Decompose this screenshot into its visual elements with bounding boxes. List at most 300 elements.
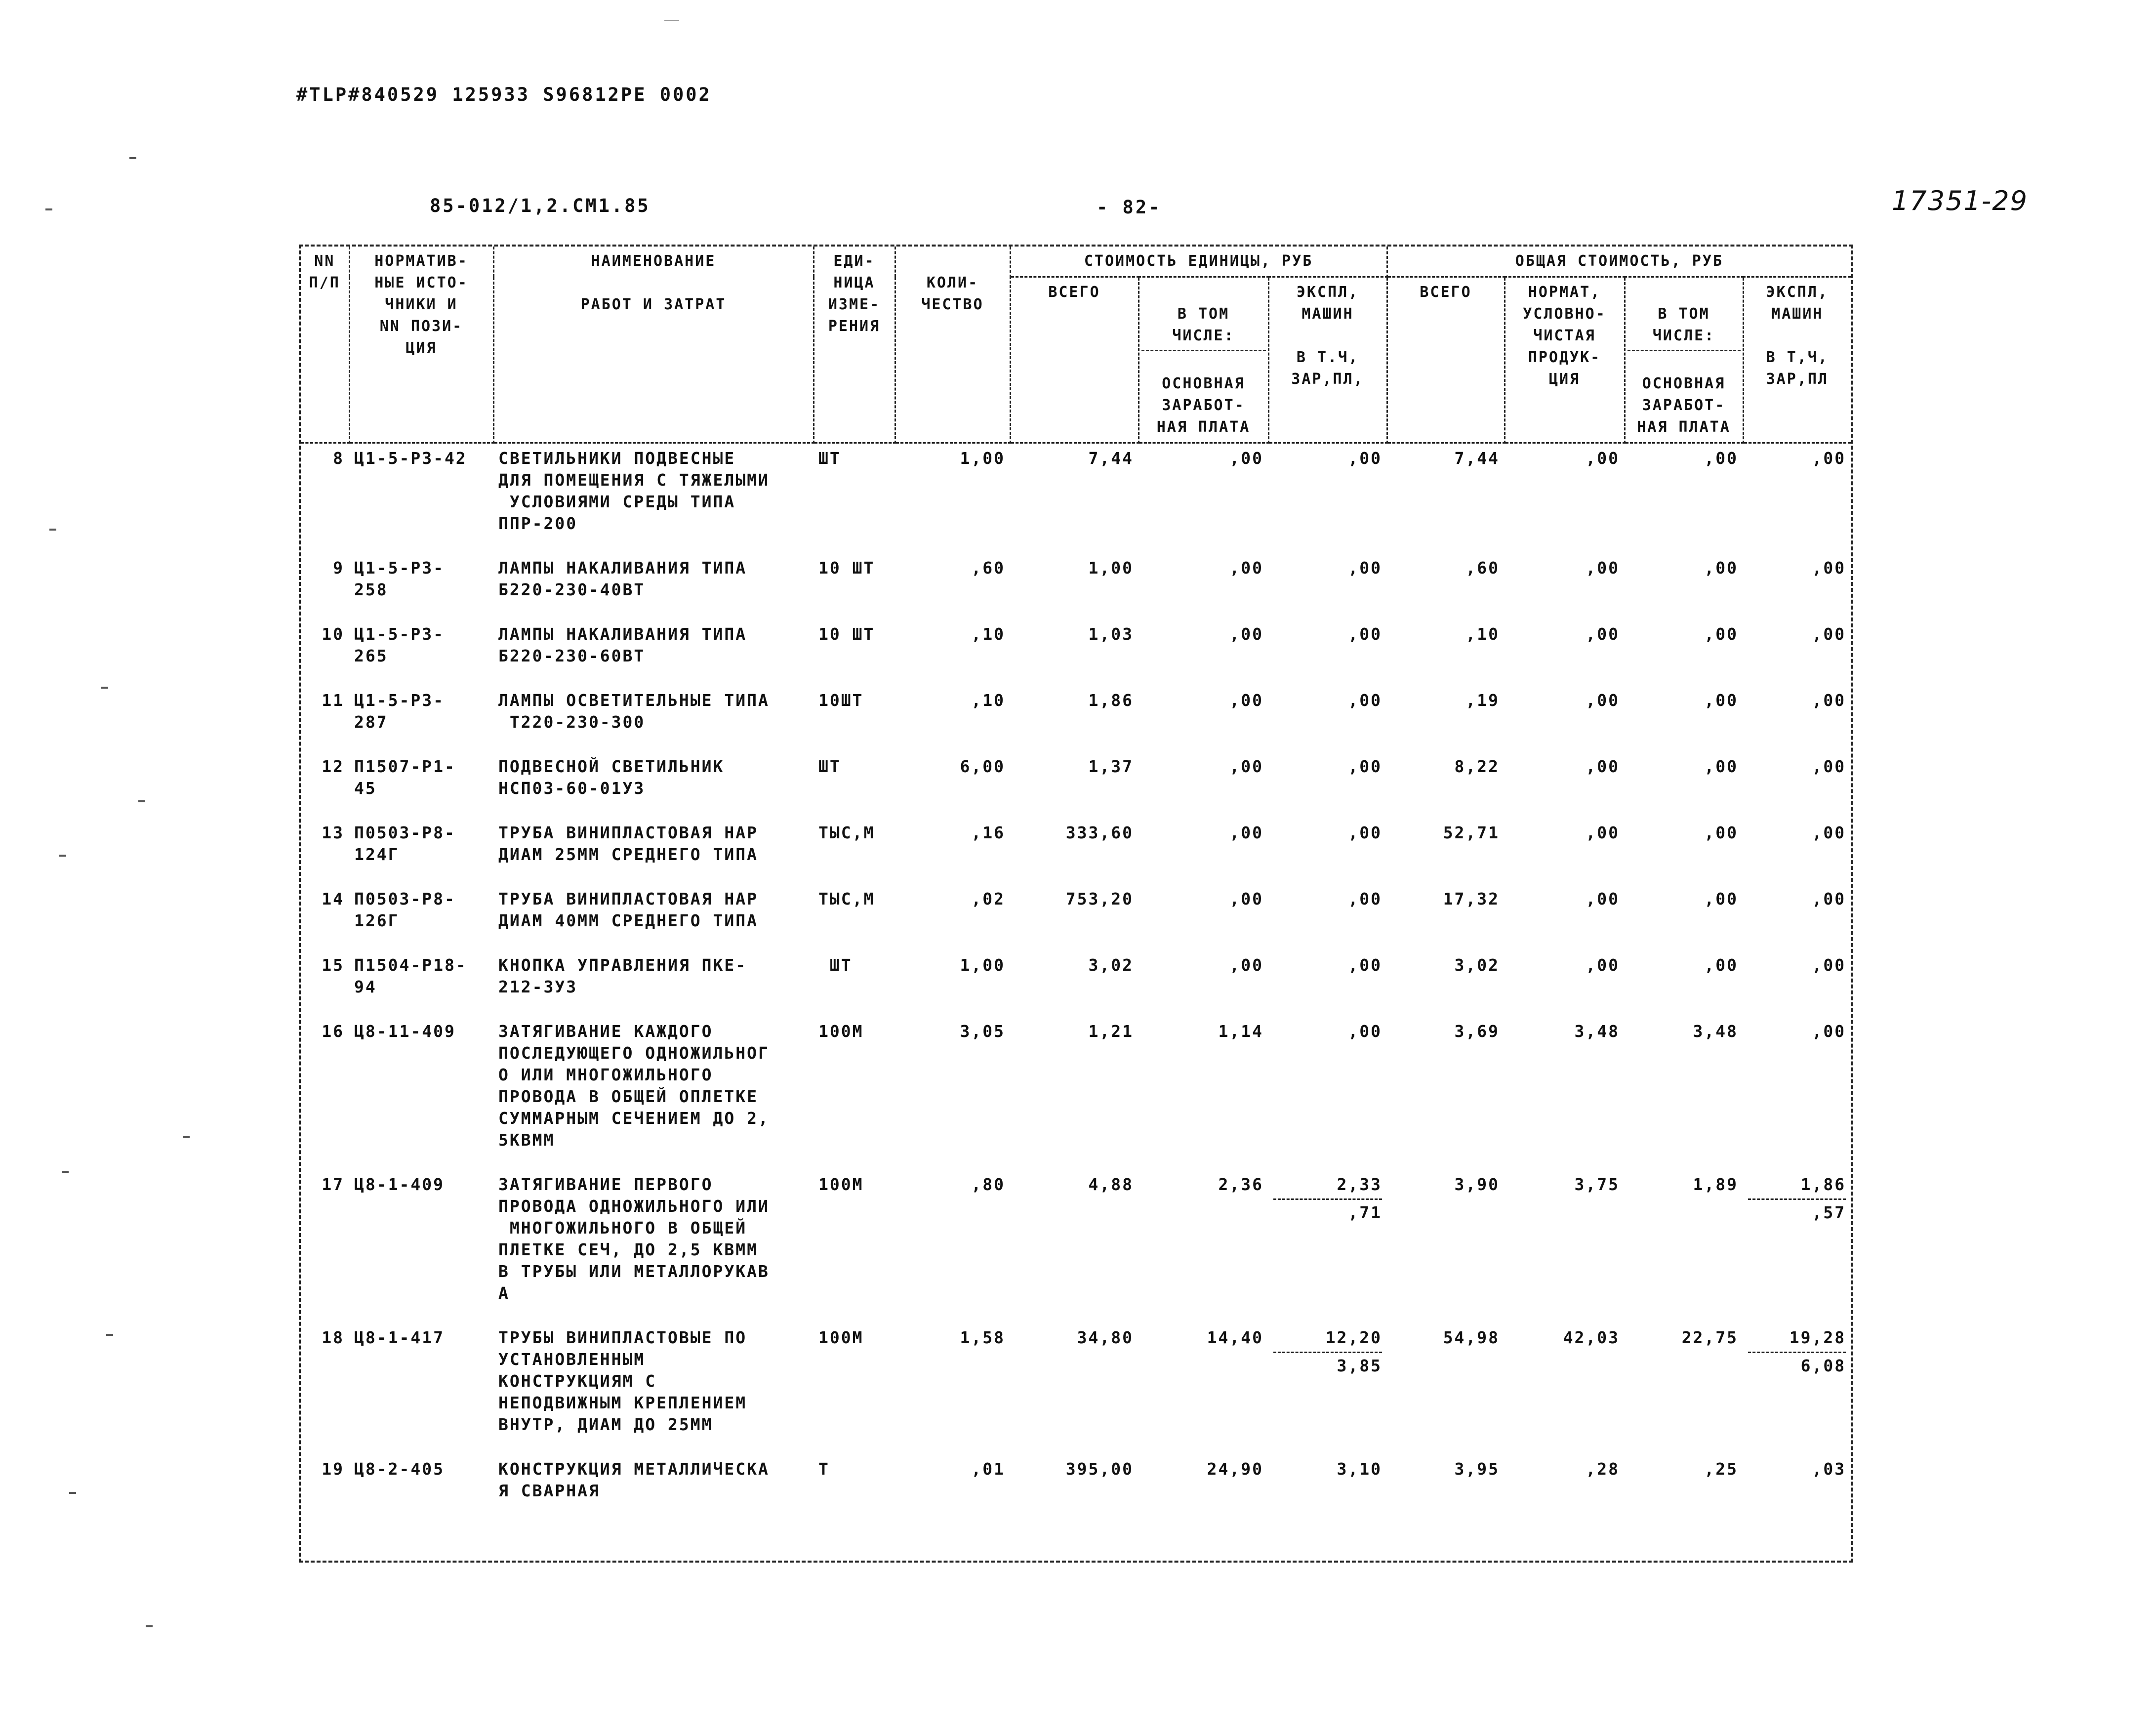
row-total-wage-value: ,00 — [1704, 449, 1739, 468]
row-total-wage-value: ,00 — [1704, 757, 1739, 776]
row-total-machines-wage-part: 6,08 — [1748, 1352, 1846, 1377]
row-name — [493, 950, 814, 1017]
margin-speck — [62, 1171, 69, 1173]
row-number-value: 12 — [322, 757, 344, 776]
row-name-value: ЛАМПЫ НАКАЛИВАНИЯ ТИПА Б220-230-40ВТ — [498, 558, 747, 599]
row-unit-machines-value: ,00 — [1348, 823, 1383, 842]
row-unit-machines — [1268, 553, 1387, 619]
row-unit-wage-value: ,00 — [1229, 757, 1263, 776]
row-total-machines-value: ,00 — [1812, 624, 1846, 644]
row-number — [301, 884, 349, 950]
row-source-value: П1507-Р1- 45 — [354, 757, 456, 798]
row-number-value: 13 — [322, 823, 344, 842]
col-header-total-wage — [1625, 277, 1743, 443]
col-header-unit-wage — [1139, 277, 1268, 443]
row-unit-machines — [1268, 619, 1387, 686]
row-quantity — [895, 1323, 1010, 1454]
row-total-machines — [1743, 752, 1851, 818]
row-unit-wage-value: ,00 — [1229, 624, 1263, 644]
row-unit-machines — [1268, 818, 1387, 884]
row-total-machines-value: ,00 — [1812, 889, 1846, 908]
row-quantity-value: ,60 — [971, 558, 1005, 578]
row-name — [493, 1454, 814, 1521]
row-quantity — [895, 818, 1010, 884]
row-name — [493, 752, 814, 818]
row-total-total-value: 7,44 — [1454, 449, 1500, 468]
row-source — [349, 553, 493, 619]
row-name — [493, 553, 814, 619]
row-source-value: П1504-Р18- 94 — [354, 955, 467, 996]
margin-speck — [106, 1334, 113, 1336]
table-row — [301, 884, 1851, 950]
row-unit-total — [1010, 818, 1139, 884]
row-total-machines — [1743, 1323, 1851, 1454]
row-name — [493, 1323, 814, 1454]
row-name-value: ТРУБЫ ВИНИПЛАСТОВЫЕ ПО УСТАНОВЛЕННЫМ КОНСТРУКЦИЯМ С НЕПОДВИЖНЫМ КРЕПЛЕНИЕМ ВНУТР, ДИАМ ДО 25ММ — [498, 1328, 747, 1434]
row-number-value: 11 — [322, 691, 344, 710]
row-total-wage — [1625, 619, 1743, 686]
row-source — [349, 619, 493, 686]
row-number — [301, 818, 349, 884]
col-header-unit-total: ВСЕГО — [1010, 277, 1139, 443]
row-name — [493, 1170, 814, 1323]
row-quantity-value: 3,05 — [960, 1022, 1005, 1041]
row-unit-wage-value: ,00 — [1229, 449, 1263, 468]
row-unit-value: ШТ — [818, 757, 841, 776]
row-total-machines — [1743, 686, 1851, 752]
table-row — [301, 1017, 1851, 1170]
row-unit-value: 100М — [818, 1175, 864, 1194]
row-name — [493, 884, 814, 950]
row-number-value: 14 — [322, 889, 344, 908]
table-row — [301, 1170, 1851, 1323]
row-total-machines-value: ,00 — [1812, 757, 1846, 776]
row-unit-value: 100М — [818, 1022, 864, 1041]
row-unit-wage-value: ,00 — [1229, 558, 1263, 578]
row-total-norm-value: ,00 — [1586, 757, 1620, 776]
margin-speck — [138, 800, 145, 802]
col-group-unit-cost: СТОИМОСТЬ ЕДИНИЦЫ, РУБ — [1010, 247, 1387, 277]
row-number — [301, 752, 349, 818]
row-unit-value: ШТ — [818, 955, 853, 975]
row-total-total-value: 3,95 — [1454, 1459, 1500, 1479]
row-quantity-value: 1,00 — [960, 449, 1005, 468]
row-quantity — [895, 1170, 1010, 1323]
row-number — [301, 1454, 349, 1521]
row-source-value: П0503-Р8- 126Г — [354, 889, 456, 930]
row-name — [493, 686, 814, 752]
row-total-total-value: 3,90 — [1454, 1175, 1500, 1194]
row-unit-machines-value: 2,33 — [1337, 1175, 1383, 1194]
row-total-norm — [1505, 884, 1625, 950]
row-source — [349, 950, 493, 1017]
row-total-norm — [1505, 686, 1625, 752]
row-unit — [814, 884, 895, 950]
row-total-total-value: 54,98 — [1443, 1328, 1500, 1347]
row-unit-machines-value: ,00 — [1348, 558, 1383, 578]
row-total-norm — [1505, 1454, 1625, 1521]
row-total-total — [1387, 619, 1505, 686]
row-total-total — [1387, 1017, 1505, 1170]
row-total-wage — [1625, 1323, 1743, 1454]
row-quantity-value: ,01 — [971, 1459, 1005, 1479]
row-unit-machines-value: ,00 — [1348, 889, 1383, 908]
row-total-machines-value: ,03 — [1812, 1459, 1846, 1479]
table-row — [301, 752, 1851, 818]
row-total-machines — [1743, 619, 1851, 686]
table-row — [301, 686, 1851, 752]
row-name-value: КНОПКА УПРАВЛЕНИЯ ПКЕ- 212-3У3 — [498, 955, 747, 996]
row-unit — [814, 752, 895, 818]
row-source — [349, 1170, 493, 1323]
row-unit-wage-value: 14,40 — [1207, 1328, 1263, 1347]
col-header-nn: NN П/П — [301, 247, 349, 443]
table-row — [301, 443, 1851, 554]
row-unit-wage — [1139, 1170, 1268, 1323]
row-total-wage — [1625, 443, 1743, 554]
row-unit-total-value: 4,88 — [1088, 1175, 1134, 1194]
row-unit-wage — [1139, 686, 1268, 752]
row-total-wage-value: 3,48 — [1693, 1022, 1739, 1041]
row-total-norm-value: 42,03 — [1563, 1328, 1620, 1347]
col-header-name: НАИМЕНОВАНИЕ РАБОТ И ЗАТРАТ — [493, 247, 814, 443]
row-total-machines — [1743, 1170, 1851, 1323]
row-unit-total — [1010, 686, 1139, 752]
row-total-wage — [1625, 1017, 1743, 1170]
row-total-norm-value: ,00 — [1586, 823, 1620, 842]
row-number-value: 10 — [322, 624, 344, 644]
margin-speck — [45, 208, 52, 210]
row-unit-total — [1010, 1170, 1139, 1323]
row-unit — [814, 1454, 895, 1521]
row-source-value: Ц1-5-Р3- 258 — [354, 558, 445, 599]
row-name-value: ТРУБА ВИНИПЛАСТОВАЯ НАР ДИАМ 25ММ СРЕДНЕГО ТИПА — [498, 823, 758, 864]
row-quantity — [895, 752, 1010, 818]
row-unit — [814, 950, 895, 1017]
margin-speck — [49, 529, 56, 531]
row-total-wage-value: ,00 — [1704, 691, 1739, 710]
row-unit-total-value: 3,02 — [1088, 955, 1134, 975]
row-source-value: Ц1-5-Р3-42 — [354, 449, 467, 468]
row-total-wage-value: ,00 — [1704, 624, 1739, 644]
row-number — [301, 443, 349, 554]
row-total-total — [1387, 950, 1505, 1017]
row-unit-total — [1010, 1454, 1139, 1521]
row-total-wage — [1625, 1454, 1743, 1521]
row-total-machines — [1743, 818, 1851, 884]
table-row — [301, 619, 1851, 686]
row-unit-wage — [1139, 1323, 1268, 1454]
row-unit-wage-value: ,00 — [1229, 691, 1263, 710]
row-unit-machines-value: ,00 — [1348, 757, 1383, 776]
table-row — [301, 553, 1851, 619]
row-unit-machines-value: ,00 — [1348, 624, 1383, 644]
row-unit — [814, 553, 895, 619]
table-row — [301, 950, 1851, 1017]
col-header-total-total: ВСЕГО — [1387, 277, 1505, 443]
row-total-machines-value: ,00 — [1812, 955, 1846, 975]
top-speck — [664, 20, 679, 21]
row-unit-machines — [1268, 443, 1387, 554]
row-unit-value: 100М — [818, 1328, 864, 1347]
row-unit-total-value: 1,00 — [1088, 558, 1134, 578]
estimate-table-frame — [299, 245, 1853, 1563]
row-unit-machines — [1268, 1454, 1387, 1521]
row-source-value: Ц1-5-Р3- 265 — [354, 624, 445, 665]
row-unit-machines — [1268, 752, 1387, 818]
row-number — [301, 1170, 349, 1323]
row-total-wage — [1625, 1170, 1743, 1323]
table-row — [301, 1323, 1851, 1454]
row-quantity-value: ,80 — [971, 1175, 1005, 1194]
margin-speck — [101, 687, 108, 689]
row-total-machines-value: ,00 — [1812, 558, 1846, 578]
row-source-value: Ц8-1-409 — [354, 1175, 445, 1194]
row-total-machines-value: ,00 — [1812, 1022, 1846, 1041]
row-total-norm-value: ,00 — [1586, 624, 1620, 644]
row-unit — [814, 818, 895, 884]
row-quantity — [895, 1017, 1010, 1170]
row-name-value: ПОДВЕСНОЙ СВЕТИЛЬНИК НСП03-60-01У3 — [498, 757, 725, 798]
row-total-norm — [1505, 950, 1625, 1017]
row-unit — [814, 1170, 895, 1323]
row-source — [349, 1323, 493, 1454]
row-source — [349, 686, 493, 752]
row-total-total — [1387, 1323, 1505, 1454]
row-unit-value: Т — [818, 1459, 830, 1479]
row-total-wage — [1625, 884, 1743, 950]
row-total-machines-wage-part: ,57 — [1748, 1198, 1846, 1224]
row-total-machines — [1743, 443, 1851, 554]
row-total-wage-value: ,00 — [1704, 955, 1739, 975]
row-unit-wage — [1139, 884, 1268, 950]
row-total-norm-value: ,28 — [1586, 1459, 1620, 1479]
row-source-value: П0503-Р8- 124Г — [354, 823, 456, 864]
col-header-unit-mach: ЭКСПЛ, МАШИН В Т.Ч, ЗАР,ПЛ, — [1268, 277, 1387, 443]
row-total-norm — [1505, 1170, 1625, 1323]
row-unit-wage — [1139, 1017, 1268, 1170]
row-unit-machines — [1268, 1323, 1387, 1454]
col-group-total-cost: ОБЩАЯ СТОИМОСТЬ, РУБ — [1387, 247, 1851, 277]
row-unit-machines — [1268, 950, 1387, 1017]
col-header-source: НОРМАТИВ- НЫЕ ИСТО- ЧНИКИ И NN ПОЗИ- ЦИЯ — [349, 247, 493, 443]
row-quantity — [895, 443, 1010, 554]
row-quantity — [895, 950, 1010, 1017]
row-number-value: 8 — [333, 449, 344, 468]
col-header-total-mach: ЭКСПЛ, МАШИН В Т,Ч, ЗАР,ПЛ — [1743, 277, 1851, 443]
row-number-value: 18 — [322, 1328, 344, 1347]
row-unit-machines-value: ,00 — [1348, 449, 1383, 468]
row-number — [301, 950, 349, 1017]
row-unit-wage-value: ,00 — [1229, 889, 1263, 908]
row-total-norm — [1505, 1017, 1625, 1170]
row-total-norm-value: ,00 — [1586, 889, 1620, 908]
row-total-norm — [1505, 443, 1625, 554]
row-unit-machines-wage-part: 3,85 — [1273, 1352, 1382, 1377]
row-total-total-value: 52,71 — [1443, 823, 1500, 842]
row-unit-wage-value: ,00 — [1229, 823, 1263, 842]
row-name — [493, 443, 814, 554]
row-unit-machines-value: ,00 — [1348, 1022, 1383, 1041]
row-total-total-value: 17,32 — [1443, 889, 1500, 908]
row-unit-value: 10 ШТ — [818, 558, 875, 578]
row-name-value: ЗАТЯГИВАНИЕ ПЕРВОГО ПРОВОДА ОДНОЖИЛЬНОГО ИЛИ МНОГОЖИЛЬНОГО В ОБЩЕЙ ПЛЕТКЕ СЕЧ, ДО 2,5 КВММ В ТРУБЫ ИЛИ МЕТАЛЛОРУКАВ А — [498, 1175, 770, 1303]
row-unit-machines — [1268, 1017, 1387, 1170]
row-unit — [814, 443, 895, 554]
row-name-value: СВЕТИЛЬНИКИ ПОДВЕСНЫЕ ДЛЯ ПОМЕЩЕНИЯ С ТЯЖЕЛЫМИ УСЛОВИЯМИ СРЕДЫ ТИПА ППР-200 — [498, 449, 770, 533]
row-unit-total-value: 34,80 — [1077, 1328, 1134, 1347]
row-total-total — [1387, 818, 1505, 884]
estimate-table — [301, 247, 1851, 1521]
row-unit-wage — [1139, 443, 1268, 554]
row-unit-total-value: 1,21 — [1088, 1022, 1134, 1041]
row-unit — [814, 1323, 895, 1454]
row-unit-value: 10 ШТ — [818, 624, 875, 644]
table-row — [301, 818, 1851, 884]
row-unit-wage-value: 2,36 — [1218, 1175, 1263, 1194]
row-source — [349, 1017, 493, 1170]
row-unit-value: ТЫС,М — [818, 889, 875, 908]
row-name-value: ТРУБА ВИНИПЛАСТОВАЯ НАР ДИАМ 40ММ СРЕДНЕГО ТИПА — [498, 889, 758, 930]
row-total-total — [1387, 686, 1505, 752]
row-total-total-value: ,60 — [1465, 558, 1500, 578]
row-quantity — [895, 619, 1010, 686]
row-total-wage — [1625, 686, 1743, 752]
row-total-wage — [1625, 553, 1743, 619]
row-total-norm-value: 3,48 — [1574, 1022, 1620, 1041]
col-header-total-incl: В ТОМ ЧИСЛЕ: — [1627, 303, 1741, 351]
col-header-unit-wage-label: ОСНОВНАЯ ЗАРАБОТ- НАЯ ПЛАТА — [1156, 375, 1251, 436]
row-total-total — [1387, 443, 1505, 554]
row-total-total-value: ,10 — [1465, 624, 1500, 644]
row-source — [349, 443, 493, 554]
row-quantity-value: ,10 — [971, 624, 1005, 644]
row-total-machines-value: 19,28 — [1789, 1328, 1846, 1347]
row-total-machines — [1743, 553, 1851, 619]
row-source — [349, 752, 493, 818]
row-unit-machines-value: 3,10 — [1337, 1459, 1383, 1479]
table-header-row — [301, 247, 1851, 277]
row-source — [349, 1454, 493, 1521]
col-header-unit-incl: В ТОМ ЧИСЛЕ: — [1141, 303, 1266, 351]
row-unit-wage — [1139, 752, 1268, 818]
row-total-total-value: 8,22 — [1454, 757, 1500, 776]
row-source — [349, 818, 493, 884]
row-total-machines-value: ,00 — [1812, 823, 1846, 842]
row-total-machines — [1743, 884, 1851, 950]
row-unit — [814, 686, 895, 752]
row-number-value: 9 — [333, 558, 344, 578]
row-number-value: 17 — [322, 1175, 344, 1194]
row-unit-total-value: 1,37 — [1088, 757, 1134, 776]
row-source-value: Ц1-5-Р3- 287 — [354, 691, 445, 732]
page-number: - 82- — [1097, 197, 1162, 218]
col-header-total-wage-label: ОСНОВНАЯ ЗАРАБОТ- НАЯ ПЛАТА — [1637, 375, 1731, 436]
row-quantity — [895, 884, 1010, 950]
document-code: 85-012/1,2.СМ1.85 — [430, 195, 651, 216]
row-quantity — [895, 686, 1010, 752]
row-unit-wage — [1139, 818, 1268, 884]
row-name — [493, 818, 814, 884]
row-number-value: 19 — [322, 1459, 344, 1479]
row-total-wage-value: ,00 — [1704, 823, 1739, 842]
row-unit-wage-value: 24,90 — [1207, 1459, 1263, 1479]
row-unit-total — [1010, 553, 1139, 619]
row-unit-total-value: 395,00 — [1065, 1459, 1134, 1479]
row-total-total — [1387, 1170, 1505, 1323]
row-unit-machines — [1268, 686, 1387, 752]
row-unit-machines-wage-part: ,71 — [1273, 1198, 1382, 1224]
row-unit — [814, 619, 895, 686]
row-quantity-value: ,16 — [971, 823, 1005, 842]
row-source-value: Ц8-1-417 — [354, 1328, 445, 1347]
col-header-total-norm: НОРМАТ, УСЛОВНО- ЧИСТАЯ ПРОДУК- ЦИЯ — [1505, 277, 1625, 443]
table-row — [301, 1454, 1851, 1521]
row-quantity-value: 6,00 — [960, 757, 1005, 776]
row-total-norm-value: 3,75 — [1574, 1175, 1620, 1194]
row-total-total — [1387, 1454, 1505, 1521]
row-number — [301, 553, 349, 619]
row-total-wage — [1625, 752, 1743, 818]
row-total-machines — [1743, 950, 1851, 1017]
table-body — [301, 443, 1851, 1521]
row-unit-wage-value: ,00 — [1229, 955, 1263, 975]
row-quantity-value: ,02 — [971, 889, 1005, 908]
col-header-unit: ЕДИ- НИЦА ИЗМЕ- РЕНИЯ — [814, 247, 895, 443]
row-unit-wage — [1139, 950, 1268, 1017]
row-quantity-value: ,10 — [971, 691, 1005, 710]
row-total-machines-value: ,00 — [1812, 449, 1846, 468]
row-total-total — [1387, 884, 1505, 950]
row-unit-total — [1010, 443, 1139, 554]
row-total-norm-value: ,00 — [1586, 955, 1620, 975]
row-unit-machines-value: 12,20 — [1325, 1328, 1383, 1347]
row-total-norm — [1505, 553, 1625, 619]
row-unit-total-value: 7,44 — [1088, 449, 1134, 468]
row-name-value: ЛАМПЫ НАКАЛИВАНИЯ ТИПА Б220-230-60ВТ — [498, 624, 747, 665]
row-number — [301, 619, 349, 686]
row-total-wage-value: ,00 — [1704, 889, 1739, 908]
row-total-wage-value: ,00 — [1704, 558, 1739, 578]
row-unit-value: ШТ — [818, 449, 841, 468]
row-quantity — [895, 1454, 1010, 1521]
col-header-qty: КОЛИ- ЧЕСТВО — [895, 247, 1010, 443]
row-total-wage — [1625, 950, 1743, 1017]
row-name-value: ЗАТЯГИВАНИЕ КАЖДОГО ПОСЛЕДУЮЩЕГО ОДНОЖИЛЬНОГ О ИЛИ МНОГОЖИЛЬНОГО ПРОВОДА В ОБЩЕЙ ОПЛЕТКЕ СУММАРНЫМ СЕЧЕНИЕМ ДО 2, 5КВММ — [498, 1022, 770, 1150]
row-total-total-value: ,19 — [1465, 691, 1500, 710]
row-unit-value: ТЫС,М — [818, 823, 875, 842]
row-unit-machines — [1268, 1170, 1387, 1323]
row-unit-wage-value: 1,14 — [1218, 1022, 1263, 1041]
row-unit-total-value: 333,60 — [1065, 823, 1134, 842]
row-total-norm — [1505, 1323, 1625, 1454]
row-total-norm — [1505, 619, 1625, 686]
row-unit-total — [1010, 884, 1139, 950]
row-total-norm-value: ,00 — [1586, 691, 1620, 710]
row-quantity-value: 1,58 — [960, 1328, 1005, 1347]
row-total-wage-value: 1,89 — [1693, 1175, 1739, 1194]
row-total-total-value: 3,69 — [1454, 1022, 1500, 1041]
row-total-machines — [1743, 1454, 1851, 1521]
row-number — [301, 686, 349, 752]
row-unit-wage — [1139, 619, 1268, 686]
row-total-machines — [1743, 1017, 1851, 1170]
row-unit-total — [1010, 752, 1139, 818]
row-total-machines-value: 1,86 — [1800, 1175, 1846, 1194]
row-total-norm — [1505, 818, 1625, 884]
margin-speck — [69, 1492, 76, 1494]
row-total-wage — [1625, 818, 1743, 884]
